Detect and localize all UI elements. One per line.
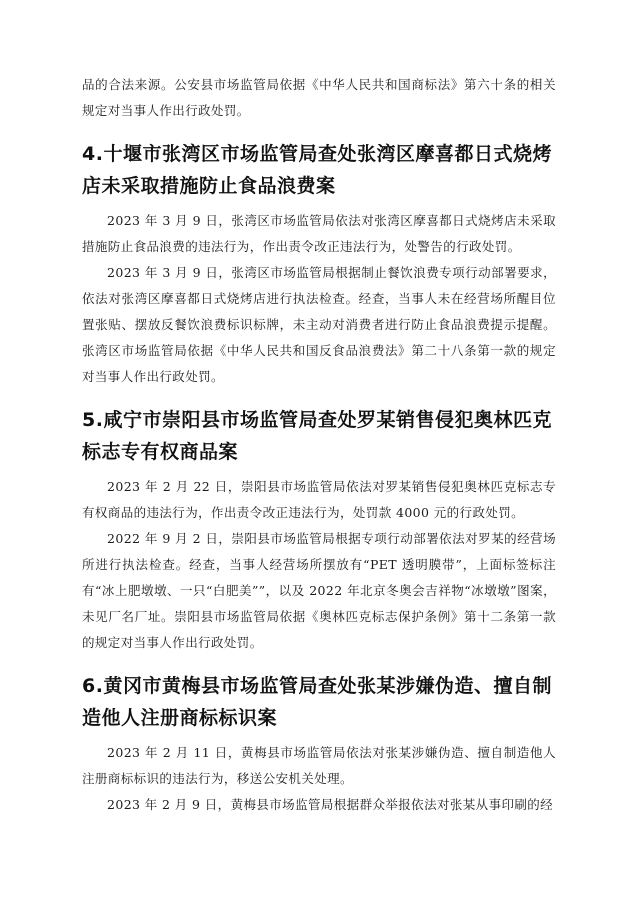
case-4 xyxy=(82,138,556,390)
case-paragraph: 2023 年 3 月 9 日，张湾区市场监管局依法对张湾区摩喜都日式烧烤店未采取措施防止食品浪费的违法行为，作出责令改正违法行为，处警告的行政处罚。 xyxy=(82,213,556,254)
case-6 xyxy=(82,670,556,818)
case-paragraph: 2023 年 2 月 22 日，崇阳县市场监管局依法对罗某销售侵犯奥林匹克标志专有权商品的违法行为，作出责令改正违法行为，处罚款 4000 元的行政处罚。 xyxy=(82,479,556,520)
document-body xyxy=(82,72,556,818)
case-paragraph: 2023 年 3 月 9 日，张湾区市场监管局根据制止餐饮浪费专项行动部署要求，依法对张湾区摩喜都日式烧烤店进行执法检查。经查，当事人未在经营场所醒目位置张贴、摆放反餐饮浪费标识标牌，未主动对消费者进行防止食品浪费提示提醒。张湾区市场监管局依据《中华人民共和国反食品浪费法》第二十八条第一款的规定对当事人作出行政处罚。 xyxy=(82,265,556,384)
case-paragraph: 2023 年 2 月 9 日，黄梅县市场监管局根据群众举报依法对张某从事印刷的经 xyxy=(107,797,554,812)
case-title: 6.黄冈市黄梅县市场监管局查处张某涉嫌伪造、擅自制造他人注册商标标识案 xyxy=(82,675,552,729)
case-title: 4.十堰市张湾区市场监管局查处张湾区摩喜都日式烧烤店未采取措施防止食品浪费案 xyxy=(82,143,552,197)
case-paragraph: 2023 年 2 月 11 日，黄梅县市场监管局依法对张某涉嫌伪造、擅自制造他人注册商标标识的违法行为，移送公安机关处理。 xyxy=(82,745,556,786)
case-paragraph: 2022 年 9 月 2 日，崇阳县市场监管局根据专项行动部署依法对罗某的经营场所进行执法检查。经查，当事人经营场所摆放有“PET 透明膜带”，上面标签标注有“冰上肥墩墩、一只“白肥美””，以及 2022 年北京冬奥会吉祥物“冰墩墩”图案，未见厂名厂址。崇阳县市场监管局依据《奥林匹克标志保护条例》第十二条第一款的规定对当事人作出行政处罚。 xyxy=(82,531,556,650)
intro-paragraph: 品的合法来源。公安县市场监管局依据《中华人民共和国商标法》第六十条的相关规定对当事人作出行政处罚。 xyxy=(82,77,556,118)
case-5 xyxy=(82,404,556,656)
case-title: 5.咸宁市崇阳县市场监管局查处罗某销售侵犯奥林匹克标志专有权商品案 xyxy=(82,409,552,463)
